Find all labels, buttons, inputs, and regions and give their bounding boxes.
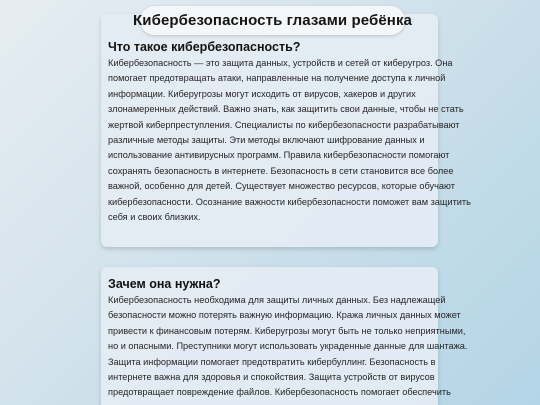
paragraph-line: помогает предотвращать атаки, направленные на получение доступа к личной (108, 73, 446, 84)
title-banner (133, 6, 412, 35)
paragraph-line: привести к финансовым потерям. Киберугрозы могут быть не только неприятными, (108, 325, 466, 336)
paragraph-line: предотвращает повреждение файлов. Кибербезопасность помогает обеспечить (108, 387, 451, 398)
section-why-needed (101, 267, 468, 405)
paragraph-line: Кибербезопасность необходима для защиты личных данных. Без надлежащей (108, 295, 446, 305)
paragraph-line: жертвой киберпреступления. Специалисты по кибербезопасности разрабатывают (108, 119, 460, 130)
section-heading: Зачем она нужна? (108, 277, 221, 291)
section-heading: Что такое кибербезопасность? (108, 40, 301, 54)
paragraph-line: себя и своих близких. (108, 212, 201, 223)
section-what-is-cybersecurity (101, 14, 471, 247)
paragraph-line: важной, особенно для детей. Существует множество ресурсов, которые обучают (108, 181, 455, 192)
paragraph-line: Защита информации помогает предотвратить кибербуллинг. Безопасность в (108, 356, 436, 367)
paragraph-line: Кибербезопасность — это защита данных, устройств и сетей от киберугроз. Она (108, 58, 453, 68)
paragraph-line: злонамеренных действий. Важно знать, как защитить свои данные, чтобы не стать (108, 104, 464, 115)
page-title: Кибербезопасность глазами ребёнка (133, 12, 412, 29)
paragraph-line: различные методы защиты. Эти методы включают шифрование данных и (108, 135, 425, 146)
paragraph-line: информации. Киберугрозы могут исходить от вирусов, хакеров и других (108, 88, 416, 99)
paragraph-line: кибербезопасности. Осознание важности кибербезопасности поможет вам защитить (108, 196, 471, 207)
paragraph-line: безопасности можно потерять важную информацию. Кража личных данных может (108, 310, 461, 321)
paragraph-line: использование антивирусных программ. Правила кибербезопасности помогают (108, 150, 450, 161)
paragraph-line: интернете важна для здоровья и спокойствия. Защита устройств от вирусов (108, 372, 435, 383)
paragraph-line: сохранять безопасность в интернете. Безопасность в сети становится все более (108, 165, 454, 176)
section-paragraph (108, 293, 468, 401)
section-paragraph (108, 56, 471, 225)
paragraph-line: но и опасными. Преступники могут использовать украденные данные для шантажа. (108, 341, 468, 352)
